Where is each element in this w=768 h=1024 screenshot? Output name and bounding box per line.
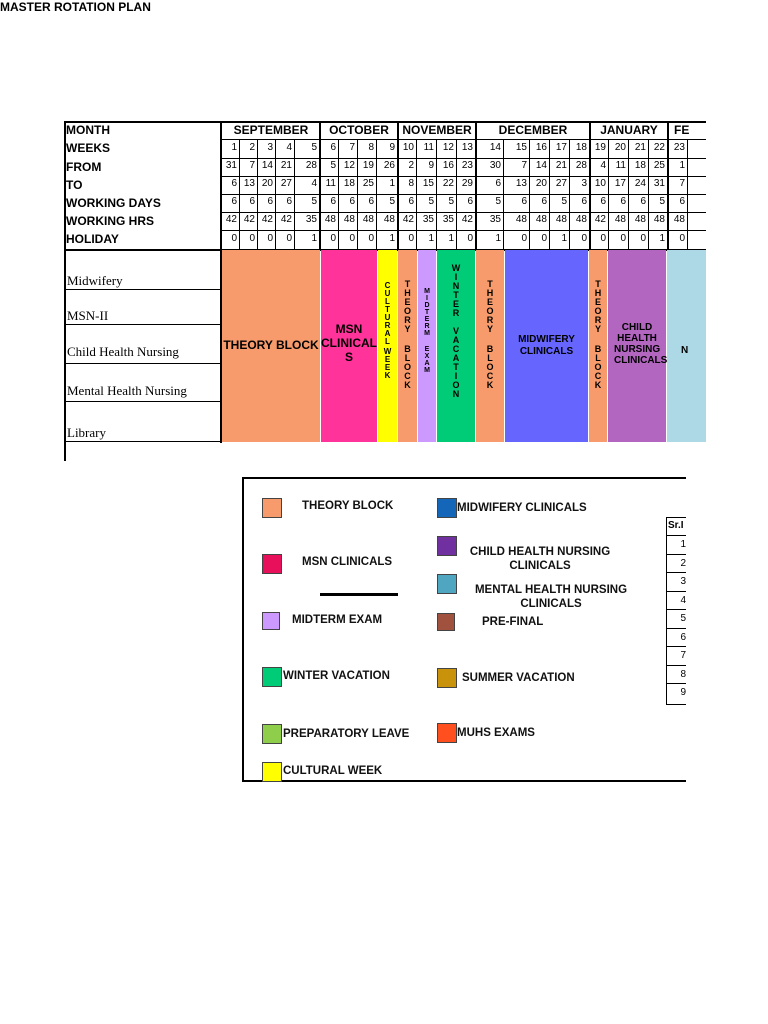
table-cell-from: 30 <box>489 160 501 171</box>
vertical-letter: E <box>384 363 391 372</box>
sr-number: 3 <box>680 576 686 587</box>
table-cell-working-days: 5 <box>389 196 395 207</box>
table-cell-from: 28 <box>575 160 587 171</box>
table-cell-from: 23 <box>461 160 473 171</box>
table-cell-to: 13 <box>243 178 255 189</box>
row-label-holiday: HOLIDAY <box>66 232 119 246</box>
table-cell-to: 6 <box>495 178 501 189</box>
vertical-letter: R <box>404 315 411 325</box>
table-cell-holiday: 1 <box>659 233 665 244</box>
vertical-letter: A <box>384 329 391 338</box>
column-divider <box>687 139 688 249</box>
table-cell-to: 20 <box>535 178 547 189</box>
block-label: THEORY BLOCK <box>223 338 319 352</box>
table-cell-to: 31 <box>653 178 665 189</box>
table-cell-holiday: 0 <box>541 233 547 244</box>
sr-number: 9 <box>680 687 686 698</box>
table-cell-holiday: 0 <box>600 233 606 244</box>
table-cell-working-hrs: 35 <box>305 214 317 225</box>
vertical-letter: L <box>595 353 601 363</box>
vertical-letter: O <box>403 306 411 316</box>
vertical-letter: E <box>424 316 430 323</box>
table-cell-weeks: 22 <box>653 142 665 153</box>
table-cell-to: 25 <box>362 178 374 189</box>
sr-number: 4 <box>680 594 686 606</box>
table-cell-weeks: 6 <box>330 142 336 153</box>
table-cell-working-hrs: 42 <box>243 214 255 225</box>
table-cell-to: 27 <box>555 178 567 189</box>
table-cell-holiday: 0 <box>286 233 292 244</box>
vertical-letter: E <box>424 346 430 353</box>
vertical-letter: E <box>452 299 459 309</box>
vertical-letter: K <box>404 380 411 390</box>
vertical-letter: V <box>452 326 459 336</box>
table-cell-to: 6 <box>231 178 237 189</box>
table-cell-holiday: 0 <box>581 233 587 244</box>
block-label: MIDWIFERY CLINICALS <box>518 334 575 357</box>
table-cell-working-hrs: 42 <box>261 214 273 225</box>
legend-midterm: MIDTERM EXAM <box>292 614 383 626</box>
sr-number: 2 <box>680 557 686 569</box>
table-cell-working-days: 5 <box>495 196 501 207</box>
table-cell-weeks: 9 <box>389 142 395 153</box>
table-cell-working-days: 6 <box>581 196 587 207</box>
table-cell-working-days: 6 <box>541 196 547 207</box>
table-cell-working-days: 6 <box>521 196 527 207</box>
row-label-working-days: WORKING DAYS <box>66 196 161 210</box>
table-cell-from: 9 <box>428 160 434 171</box>
table-cell-holiday: 0 <box>521 233 527 244</box>
table-cell-working-hrs: 42 <box>225 214 237 225</box>
table-cell-holiday: 0 <box>349 233 355 244</box>
vertical-letter: T <box>385 305 390 314</box>
vertical-letter: M <box>424 330 430 337</box>
table-cell-holiday: 0 <box>267 233 273 244</box>
sr-number: 7 <box>680 650 686 661</box>
subject-msn-ii: MSN-II <box>67 308 109 323</box>
table-cell-from: 18 <box>634 160 646 171</box>
legend-swatch-muhs <box>437 723 457 743</box>
table-cell-holiday: 0 <box>231 233 237 244</box>
table-cell-working-days: 6 <box>267 196 273 207</box>
legend-child: CHILD HEALTH NURSING CLINICALS <box>469 546 611 572</box>
table-cell-from: 14 <box>535 160 547 171</box>
vertical-letter: E <box>404 297 411 307</box>
vertical-letter: Y <box>404 324 411 334</box>
sr-row-divider <box>666 609 686 610</box>
sr-row-divider <box>666 572 686 573</box>
table-cell-working-hrs: 35 <box>489 214 501 225</box>
vertical-letter: R <box>594 315 602 325</box>
row-label-working-hrs: WORKING HRS <box>66 214 154 228</box>
vertical-letter: A <box>452 353 460 363</box>
vertical-letter: Y <box>486 324 493 334</box>
legend-swatch-summer <box>437 668 457 688</box>
table-cell-weeks: 8 <box>368 142 374 153</box>
table-cell-working-days: 6 <box>467 196 473 207</box>
sr-table-header: Sr.I <box>668 520 684 531</box>
table-cell-to: 7 <box>679 178 685 189</box>
sr-number: 1 <box>680 539 686 550</box>
legend-preparatory: PREPARATORY LEAVE <box>283 728 410 740</box>
table-cell-from: 19 <box>362 160 374 171</box>
table-cell-to: 13 <box>515 178 527 189</box>
table-cell-holiday: 1 <box>428 233 434 244</box>
table-cell-holiday: 0 <box>679 233 685 244</box>
subject-mental-health: Mental Health Nursing <box>67 383 187 398</box>
table-cell-holiday: 0 <box>467 233 473 244</box>
table-cell-to: 20 <box>261 178 273 189</box>
legend-swatch-msn <box>262 554 282 574</box>
table-cell-holiday: 0 <box>330 233 336 244</box>
sr-number: 6 <box>680 631 686 643</box>
vertical-letter: O <box>486 306 494 316</box>
table-cell-from: 7 <box>249 160 255 171</box>
table-cell-working-hrs: 42 <box>280 214 292 225</box>
table-cell-working-days: 5 <box>659 196 665 207</box>
vertical-letter: I <box>454 371 458 381</box>
subject-child-health: Child Health Nursing <box>67 344 179 359</box>
table-cell-working-days: 6 <box>231 196 237 207</box>
vertical-letter: I <box>426 295 428 302</box>
vertical-letter: B <box>404 344 411 354</box>
sr-row-divider <box>666 683 686 684</box>
block-label: MSN CLINICAL S <box>321 322 377 364</box>
table-cell-weeks: 13 <box>461 142 473 153</box>
table-cell-from: 12 <box>343 160 355 171</box>
row-label-from: FROM <box>66 160 102 174</box>
legend-swatch-child <box>437 536 457 556</box>
vertical-letter: T <box>404 279 411 289</box>
table-cell-weeks: 21 <box>634 142 646 153</box>
table-cell-working-days: 5 <box>428 196 434 207</box>
table-cell-from: 25 <box>653 160 665 171</box>
month-october: OCTOBER <box>329 123 389 137</box>
table-cell-weeks: 4 <box>286 142 292 153</box>
table-cell-working-hrs: 48 <box>575 214 587 225</box>
vertical-letter: T <box>487 279 493 289</box>
table-cell-holiday: 1 <box>561 233 567 244</box>
legend-swatch-cultural <box>262 762 282 782</box>
table-cell-weeks: 10 <box>402 142 414 153</box>
vertical-letter: W <box>451 263 461 273</box>
legend-prefinal: PRE-FINAL <box>482 616 544 628</box>
table-cell-weeks: 16 <box>535 142 547 153</box>
month-november: NOVEMBER <box>402 123 472 137</box>
sr-row-divider <box>666 554 686 555</box>
vertical-letter: M <box>424 288 430 295</box>
table-cell-holiday: 0 <box>408 233 414 244</box>
table-cell-holiday: 0 <box>249 233 255 244</box>
table-cell-from: 14 <box>261 160 273 171</box>
table-cell-working-days: 6 <box>679 196 685 207</box>
subject-midwifery: Midwifery <box>67 273 123 288</box>
vertical-letter: E <box>594 297 601 307</box>
vertical-letter: K <box>384 371 391 380</box>
table-cell-from: 31 <box>225 160 237 171</box>
legend-swatch-midwifery <box>437 498 457 518</box>
table-cell-working-hrs: 48 <box>515 214 527 225</box>
table-cell-to: 17 <box>614 178 626 189</box>
table-cell-weeks: 17 <box>555 142 567 153</box>
vertical-letter: T <box>453 362 459 372</box>
block-label: N <box>681 345 689 356</box>
table-cell-to: 29 <box>461 178 473 189</box>
vertical-letter: M <box>424 367 430 374</box>
table-cell-from: 28 <box>305 160 317 171</box>
vertical-letter: D <box>424 302 430 309</box>
table-cell-working-hrs: 42 <box>461 214 473 225</box>
vertical-letter: C <box>452 344 460 354</box>
vertical-letter: R <box>486 315 494 325</box>
table-cell-working-days: 6 <box>640 196 646 207</box>
sr-number: 5 <box>680 613 686 624</box>
table-cell-holiday: 0 <box>620 233 626 244</box>
legend-swatch-winter <box>262 667 282 687</box>
table-cell-working-days: 6 <box>349 196 355 207</box>
table-cell-working-days: 6 <box>249 196 255 207</box>
table-cell-working-hrs: 35 <box>442 214 454 225</box>
table-cell-weeks: 1 <box>231 142 237 153</box>
table-cell-weeks: 12 <box>442 142 454 153</box>
vertical-letter: U <box>384 313 391 322</box>
vertical-letter: R <box>452 308 460 318</box>
legend-swatch-prefinal <box>437 613 455 631</box>
vertical-letter: L <box>404 353 411 363</box>
table-cell-weeks: 14 <box>489 142 501 153</box>
table-cell-holiday: 0 <box>368 233 374 244</box>
table-cell-to: 4 <box>311 178 317 189</box>
table-cell-working-hrs: 48 <box>535 214 547 225</box>
table-cell-from: 21 <box>555 160 567 171</box>
row-label-month: MONTH <box>66 123 110 137</box>
vertical-letter: L <box>385 297 390 306</box>
table-cell-working-hrs: 48 <box>634 214 646 225</box>
legend-summer: SUMMER VACATION <box>462 672 575 684</box>
vertical-letter: O <box>486 362 494 372</box>
table-cell-from: 21 <box>280 160 292 171</box>
vertical-letter: C <box>384 281 391 290</box>
vertical-letter: H <box>486 288 494 298</box>
vertical-letter: B <box>486 344 494 354</box>
table-cell-from: 11 <box>615 160 626 171</box>
table-cell-from: 7 <box>521 160 527 171</box>
table-cell-working-hrs: 48 <box>324 214 336 225</box>
table-cell-weeks: 18 <box>575 142 587 153</box>
table-cell-weeks: 15 <box>515 142 527 153</box>
table-cell-working-days: 6 <box>600 196 606 207</box>
table-cell-working-hrs: 48 <box>555 214 567 225</box>
table-cell-working-hrs: 48 <box>653 214 665 225</box>
table-cell-to: 27 <box>280 178 292 189</box>
table-cell-weeks: 2 <box>249 142 255 153</box>
table-cell-from: 4 <box>600 160 606 171</box>
legend-swatch-mental <box>437 574 457 594</box>
sr-row-divider <box>666 665 686 666</box>
table-cell-weeks: 3 <box>267 142 273 153</box>
table-cell-working-days: 6 <box>330 196 336 207</box>
table-cell-from: 2 <box>408 160 414 171</box>
sr-row-divider <box>666 646 686 647</box>
vertical-letter: Y <box>594 324 601 334</box>
table-cell-to: 18 <box>343 178 355 189</box>
legend-swatch-preparatory <box>262 724 282 744</box>
legend-theory: THEORY BLOCK <box>302 500 394 512</box>
vertical-letter: H <box>594 288 602 298</box>
legend-swatch-midterm <box>262 612 280 630</box>
vertical-letter: T <box>453 290 459 300</box>
table-cell-weeks: 20 <box>614 142 626 153</box>
table-cell-working-hrs: 48 <box>673 214 685 225</box>
table-cell-weeks: 5 <box>311 142 317 153</box>
table-cell-working-days: 6 <box>620 196 626 207</box>
table-cell-working-hrs: 48 <box>362 214 374 225</box>
vertical-letter: O <box>594 362 602 372</box>
table-cell-working-hrs: 35 <box>422 214 434 225</box>
table-cell-to: 1 <box>389 178 395 189</box>
vertical-letter: R <box>384 321 391 330</box>
month-december: DECEMBER <box>498 123 568 137</box>
vertical-letter: I <box>454 272 458 282</box>
vertical-letter: X <box>424 353 430 360</box>
vertical-letter: K <box>486 380 494 390</box>
vertical-letter: T <box>424 309 430 316</box>
vertical-letter: A <box>452 335 460 345</box>
table-cell-to: 15 <box>422 178 434 189</box>
sr-row-divider <box>666 591 686 592</box>
legend-divider <box>320 593 398 596</box>
vertical-letter: K <box>594 380 602 390</box>
vertical-letter: O <box>452 380 460 390</box>
vertical-letter: E <box>384 355 391 364</box>
table-cell-weeks: 7 <box>349 142 355 153</box>
vertical-letter: O <box>403 362 411 372</box>
vertical-letter: C <box>404 371 411 381</box>
table-cell-weeks: 19 <box>594 142 606 153</box>
table-cell-working-days: 5 <box>448 196 454 207</box>
table-cell-holiday: 1 <box>495 233 501 244</box>
subject-library: Library <box>67 425 106 440</box>
month-february: FE <box>674 123 690 137</box>
row-label-weeks: WEEKS <box>66 141 111 155</box>
table-cell-to: 3 <box>581 178 587 189</box>
legend-swatch-theory <box>262 498 282 518</box>
table-cell-to: 8 <box>408 178 414 189</box>
table-cell-weeks: 23 <box>673 142 685 153</box>
table-cell-working-days: 6 <box>368 196 374 207</box>
legend-winter: WINTER VACATION <box>283 670 390 682</box>
block-label: CHILD HEALTH NURSING CLINICALS <box>614 322 668 366</box>
table-cell-to: 11 <box>325 178 336 189</box>
vertical-letter: O <box>594 306 602 316</box>
table-cell-working-hrs: 48 <box>614 214 626 225</box>
page-title: MASTER ROTATION PLAN <box>0 0 151 14</box>
table-cell-to: 24 <box>634 178 646 189</box>
legend-mental: MENTAL HEALTH NURSING CLINICALS <box>474 584 628 610</box>
vertical-letter: R <box>424 323 430 330</box>
vertical-letter: E <box>486 297 493 307</box>
legend-muhs: MUHS EXAMS <box>457 727 535 739</box>
table-cell-holiday: 1 <box>448 233 454 244</box>
table-cell-holiday: 1 <box>311 233 317 244</box>
table-cell-to: 10 <box>594 178 606 189</box>
table-cell-working-hrs: 48 <box>343 214 355 225</box>
table-cell-weeks: 11 <box>423 142 434 153</box>
legend-msn: MSN CLINICALS <box>302 556 393 568</box>
vertical-letter: W <box>383 347 392 356</box>
legend-midwifery: MIDWIFERY CLINICALS <box>457 502 587 514</box>
sr-row-divider <box>666 628 686 629</box>
vertical-letter: N <box>452 389 460 399</box>
sr-row-divider <box>666 535 686 536</box>
table-cell-working-days: 6 <box>286 196 292 207</box>
sr-number: 8 <box>680 668 686 680</box>
table-cell-working-hrs: 48 <box>383 214 395 225</box>
table-cell-working-days: 6 <box>408 196 414 207</box>
table-cell-working-days: 5 <box>561 196 567 207</box>
month-september: SEPTEMBER <box>233 123 309 137</box>
table-cell-working-hrs: 42 <box>594 214 606 225</box>
vertical-letter: H <box>404 288 411 298</box>
vertical-letter: T <box>595 279 601 289</box>
table-cell-from: 5 <box>330 160 336 171</box>
table-cell-working-days: 5 <box>311 196 317 207</box>
vertical-letter: L <box>487 353 493 363</box>
vertical-letter: C <box>594 371 602 381</box>
vertical-letter: B <box>594 344 602 354</box>
table-cell-working-hrs: 42 <box>402 214 414 225</box>
table-cell-to: 22 <box>442 178 454 189</box>
vertical-letter: N <box>452 281 460 291</box>
vertical-letter: A <box>424 360 430 367</box>
table-cell-holiday: 1 <box>389 233 395 244</box>
vertical-letter: L <box>385 337 390 346</box>
table-cell-holiday: 0 <box>640 233 646 244</box>
month-january: JANUARY <box>600 123 658 137</box>
table-cell-from: 1 <box>679 160 685 171</box>
row-label-to: TO <box>66 178 83 192</box>
legend-cultural: CULTURAL WEEK <box>283 765 383 777</box>
table-cell-from: 26 <box>383 160 395 171</box>
table-cell-from: 16 <box>442 160 454 171</box>
vertical-letter: C <box>486 371 494 381</box>
vertical-letter: U <box>384 289 391 298</box>
